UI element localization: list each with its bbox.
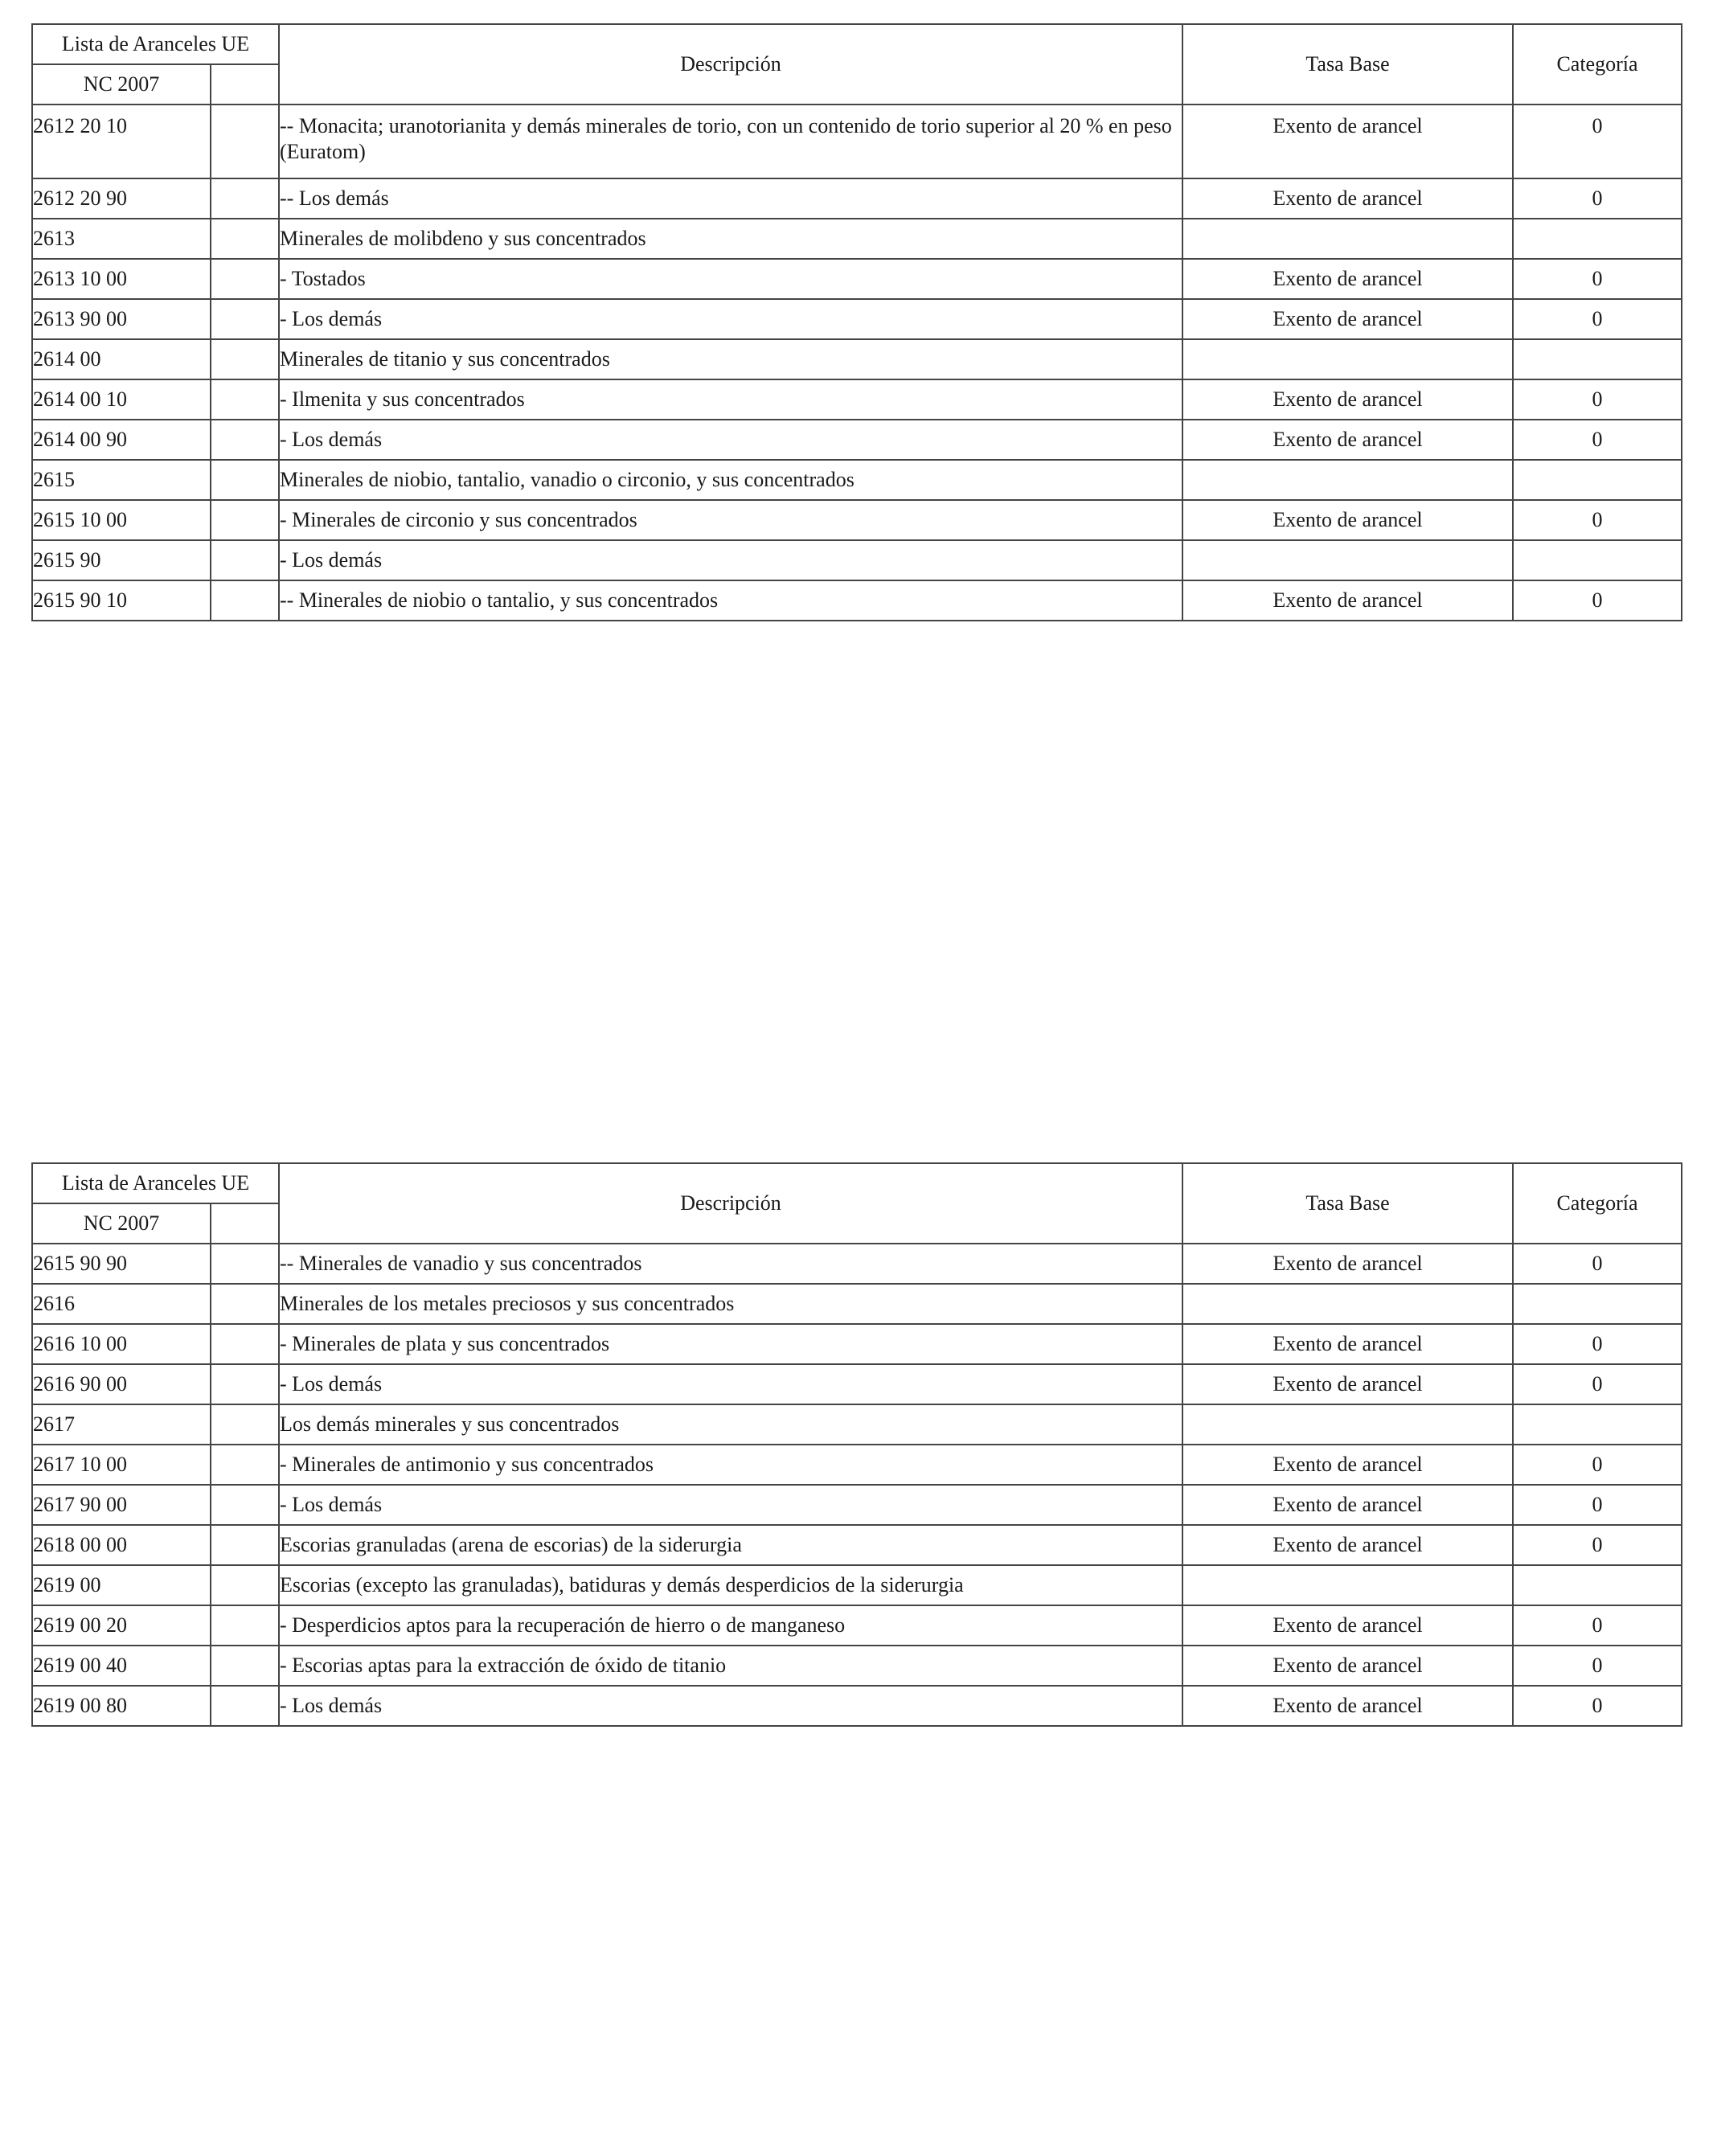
- table-row: [32, 1646, 1682, 1686]
- category-cell: 0: [1513, 1525, 1682, 1565]
- table-row: [32, 1364, 1682, 1404]
- base-rate-cell: Exento de arancel: [1182, 1686, 1513, 1726]
- description-cell: - Los demás: [279, 299, 1182, 339]
- table-row: [32, 105, 1682, 178]
- description-cell: - Ilmenita y sus concentrados: [279, 379, 1182, 420]
- header-blank: [211, 1203, 279, 1244]
- blank-cell: [211, 219, 279, 259]
- tariff-code-cell: 2614 00: [32, 339, 211, 379]
- category-cell: 0: [1513, 500, 1682, 540]
- header-descripcion: Descripción: [279, 1163, 1182, 1244]
- tariff-code-cell: 2619 00 40: [32, 1646, 211, 1686]
- tariff-code-cell: 2618 00 00: [32, 1525, 211, 1565]
- description-cell: - Los demás: [279, 1485, 1182, 1525]
- tariff-code-cell: 2615 90 90: [32, 1244, 211, 1284]
- tariff-code-cell: 2619 00 20: [32, 1605, 211, 1646]
- tariff-code-cell: 2617 10 00: [32, 1445, 211, 1485]
- blank-cell: [211, 259, 279, 299]
- base-rate-cell: Exento de arancel: [1182, 178, 1513, 219]
- table-row: [32, 540, 1682, 580]
- base-rate-cell: Exento de arancel: [1182, 1485, 1513, 1525]
- category-cell: [1513, 219, 1682, 259]
- tariff-code-cell: 2612 20 10: [32, 105, 211, 178]
- tariff-code-cell: 2617 90 00: [32, 1485, 211, 1525]
- header-nc-2007: NC 2007: [32, 64, 211, 105]
- tariff-table-1: [31, 23, 1682, 621]
- tariff-code-cell: 2615 90 10: [32, 580, 211, 621]
- category-cell: 0: [1513, 1364, 1682, 1404]
- base-rate-cell: Exento de arancel: [1182, 500, 1513, 540]
- description-cell: - Los demás: [279, 420, 1182, 460]
- header-categoria: Categoría: [1513, 24, 1682, 105]
- blank-cell: [211, 500, 279, 540]
- base-rate-cell: Exento de arancel: [1182, 1364, 1513, 1404]
- tariff-code-cell: 2616: [32, 1284, 211, 1324]
- category-cell: 0: [1513, 580, 1682, 621]
- table-row: [32, 1605, 1682, 1646]
- description-cell: - Minerales de circonio y sus concentrados: [279, 500, 1182, 540]
- blank-cell: [211, 1646, 279, 1686]
- table-row: [32, 1324, 1682, 1364]
- base-rate-cell: Exento de arancel: [1182, 1244, 1513, 1284]
- description-cell: -- Los demás: [279, 178, 1182, 219]
- header-lista-aranceles: Lista de Aranceles UE: [32, 24, 279, 64]
- base-rate-cell: Exento de arancel: [1182, 1605, 1513, 1646]
- table-row: [32, 178, 1682, 219]
- category-cell: [1513, 339, 1682, 379]
- description-cell: Minerales de titanio y sus concentrados: [279, 339, 1182, 379]
- description-cell: -- Minerales de niobio o tantalio, y sus concentrados: [279, 580, 1182, 621]
- table-row: [32, 420, 1682, 460]
- base-rate-cell: [1182, 219, 1513, 259]
- description-cell: - Escorias aptas para la extracción de óxido de titanio: [279, 1646, 1182, 1686]
- category-cell: [1513, 1284, 1682, 1324]
- category-cell: 0: [1513, 1646, 1682, 1686]
- table-row: [32, 1244, 1682, 1284]
- blank-cell: [211, 105, 279, 178]
- tariff-code-cell: 2613 10 00: [32, 259, 211, 299]
- category-cell: 0: [1513, 420, 1682, 460]
- table-row: [32, 259, 1682, 299]
- tariff-code-cell: 2619 00: [32, 1565, 211, 1605]
- blank-cell: [211, 1324, 279, 1364]
- description-cell: - Los demás: [279, 1364, 1182, 1404]
- header-descripcion: Descripción: [279, 24, 1182, 105]
- description-cell: Minerales de niobio, tantalio, vanadio o circonio, y sus concentrados: [279, 460, 1182, 500]
- category-cell: [1513, 540, 1682, 580]
- base-rate-cell: Exento de arancel: [1182, 1646, 1513, 1686]
- blank-cell: [211, 379, 279, 420]
- table-row: [32, 580, 1682, 621]
- tariff-code-cell: 2613 90 00: [32, 299, 211, 339]
- base-rate-cell: [1182, 339, 1513, 379]
- table-row: [32, 460, 1682, 500]
- description-cell: Escorias granuladas (arena de escorias) de la siderurgia: [279, 1525, 1182, 1565]
- description-cell: Minerales de los metales preciosos y sus concentrados: [279, 1284, 1182, 1324]
- tariff-code-cell: 2612 20 90: [32, 178, 211, 219]
- blank-cell: [211, 1686, 279, 1726]
- table-row: [32, 1686, 1682, 1726]
- base-rate-cell: Exento de arancel: [1182, 259, 1513, 299]
- category-cell: 0: [1513, 259, 1682, 299]
- blank-cell: [211, 1244, 279, 1284]
- base-rate-cell: Exento de arancel: [1182, 420, 1513, 460]
- table-row: [32, 1284, 1682, 1324]
- table-row: [32, 500, 1682, 540]
- category-cell: 0: [1513, 1686, 1682, 1726]
- table-row: [32, 1525, 1682, 1565]
- header-categoria: Categoría: [1513, 1163, 1682, 1244]
- tariff-code-cell: 2616 90 00: [32, 1364, 211, 1404]
- description-cell: Los demás minerales y sus concentrados: [279, 1404, 1182, 1445]
- blank-cell: [211, 1284, 279, 1324]
- tariff-table-2: [31, 1162, 1682, 1727]
- header-tasa-base: Tasa Base: [1182, 1163, 1513, 1244]
- table-row: [32, 299, 1682, 339]
- blank-cell: [211, 1364, 279, 1404]
- blank-cell: [211, 178, 279, 219]
- base-rate-cell: [1182, 1284, 1513, 1324]
- category-cell: 0: [1513, 1324, 1682, 1364]
- tariff-code-cell: 2617: [32, 1404, 211, 1445]
- tariff-code-cell: 2614 00 10: [32, 379, 211, 420]
- table-row: [32, 379, 1682, 420]
- description-cell: - Los demás: [279, 540, 1182, 580]
- table-row: [32, 1565, 1682, 1605]
- blank-cell: [211, 1404, 279, 1445]
- table-row: [32, 339, 1682, 379]
- blank-cell: [211, 1565, 279, 1605]
- base-rate-cell: Exento de arancel: [1182, 1525, 1513, 1565]
- tariff-code-cell: 2615 90: [32, 540, 211, 580]
- blank-cell: [211, 1485, 279, 1525]
- description-cell: Escorias (excepto las granuladas), batiduras y demás desperdicios de la siderurgia: [279, 1565, 1182, 1605]
- tariff-code-cell: 2616 10 00: [32, 1324, 211, 1364]
- description-cell: - Tostados: [279, 259, 1182, 299]
- header-nc-2007: NC 2007: [32, 1203, 211, 1244]
- category-cell: [1513, 1565, 1682, 1605]
- category-cell: 0: [1513, 1244, 1682, 1284]
- header-blank: [211, 64, 279, 105]
- tariff-code-cell: 2613: [32, 219, 211, 259]
- description-cell: - Desperdicios aptos para la recuperación de hierro o de manganeso: [279, 1605, 1182, 1646]
- header-tasa-base: Tasa Base: [1182, 24, 1513, 105]
- table-row: [32, 1485, 1682, 1525]
- blank-cell: [211, 1445, 279, 1485]
- category-cell: 0: [1513, 178, 1682, 219]
- blank-cell: [211, 580, 279, 621]
- blank-cell: [211, 540, 279, 580]
- table-row: [32, 1404, 1682, 1445]
- category-cell: 0: [1513, 1485, 1682, 1525]
- base-rate-cell: Exento de arancel: [1182, 299, 1513, 339]
- base-rate-cell: Exento de arancel: [1182, 580, 1513, 621]
- base-rate-cell: [1182, 1565, 1513, 1605]
- description-cell: - Minerales de plata y sus concentrados: [279, 1324, 1182, 1364]
- category-cell: 0: [1513, 379, 1682, 420]
- category-cell: 0: [1513, 299, 1682, 339]
- blank-cell: [211, 460, 279, 500]
- tariff-code-cell: 2619 00 80: [32, 1686, 211, 1726]
- category-cell: [1513, 460, 1682, 500]
- base-rate-cell: [1182, 540, 1513, 580]
- blank-cell: [211, 339, 279, 379]
- base-rate-cell: Exento de arancel: [1182, 379, 1513, 420]
- blank-cell: [211, 299, 279, 339]
- base-rate-cell: [1182, 1404, 1513, 1445]
- tariff-code-cell: 2615 10 00: [32, 500, 211, 540]
- description-cell: - Minerales de antimonio y sus concentrados: [279, 1445, 1182, 1485]
- category-cell: 0: [1513, 1445, 1682, 1485]
- tariff-code-cell: 2614 00 90: [32, 420, 211, 460]
- base-rate-cell: Exento de arancel: [1182, 1324, 1513, 1364]
- tariff-code-cell: 2615: [32, 460, 211, 500]
- description-cell: -- Monacita; uranotorianita y demás minerales de torio, con un contenido de torio superior al 20 % en peso (Euratom): [279, 105, 1182, 178]
- table-row: [32, 1445, 1682, 1485]
- category-cell: 0: [1513, 105, 1682, 178]
- description-cell: - Los demás: [279, 1686, 1182, 1726]
- description-cell: -- Minerales de vanadio y sus concentrados: [279, 1244, 1182, 1284]
- table-row: [32, 219, 1682, 259]
- blank-cell: [211, 1525, 279, 1565]
- blank-cell: [211, 1605, 279, 1646]
- blank-cell: [211, 420, 279, 460]
- base-rate-cell: [1182, 460, 1513, 500]
- base-rate-cell: Exento de arancel: [1182, 105, 1513, 178]
- category-cell: [1513, 1404, 1682, 1445]
- category-cell: 0: [1513, 1605, 1682, 1646]
- header-lista-aranceles: Lista de Aranceles UE: [32, 1163, 279, 1203]
- base-rate-cell: Exento de arancel: [1182, 1445, 1513, 1485]
- description-cell: Minerales de molibdeno y sus concentrados: [279, 219, 1182, 259]
